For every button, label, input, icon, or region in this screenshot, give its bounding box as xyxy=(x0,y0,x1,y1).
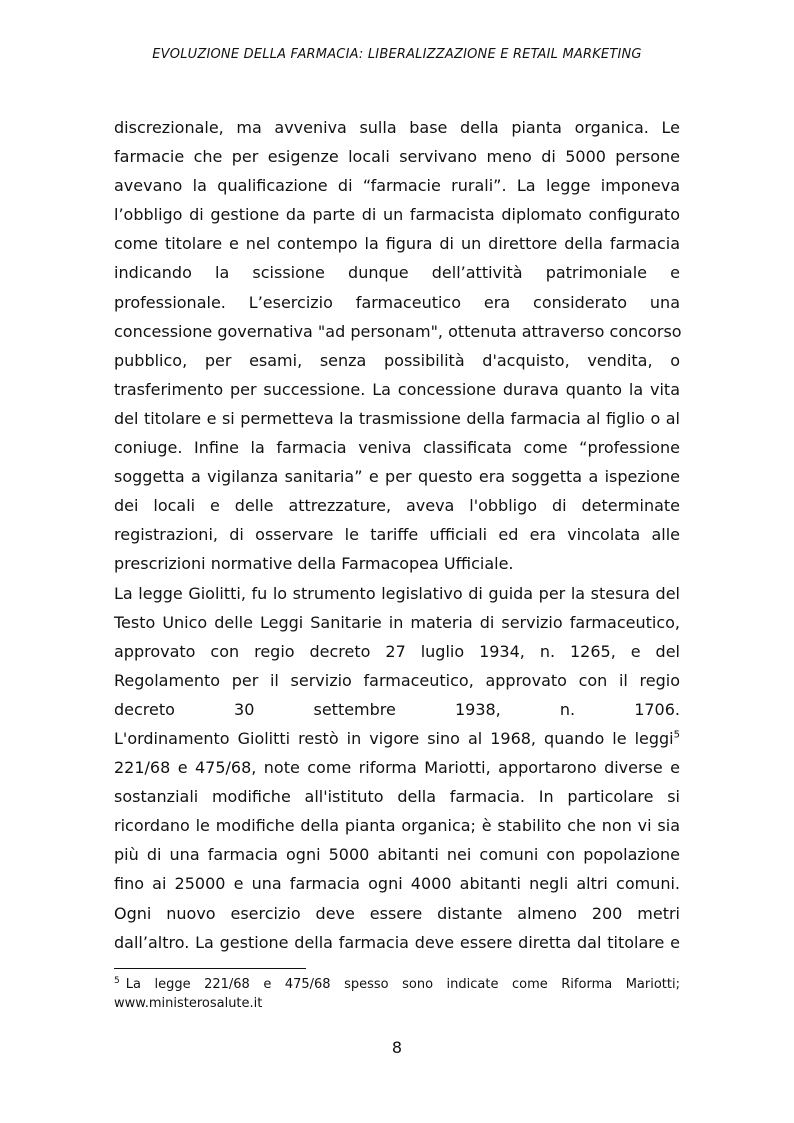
text-line-with-footnote xyxy=(114,724,680,753)
text-line: discrezionale, ma avveniva sulla base della pianta organica. Le xyxy=(114,118,680,137)
text-line: registrazioni, di osservare le tariffe ufficiali ed era vincolata alle xyxy=(114,525,680,545)
text-line: ricordano le modifiche della pianta organica; è stabilito che non vi sia xyxy=(114,816,680,836)
text-line-content: L'ordinamento Giolitti restò in vigore sino al 1968, quando le leggi xyxy=(114,728,674,748)
footnote-line xyxy=(114,975,680,994)
text-line: trasferimento per successione. La concessione durava quanto la vita xyxy=(114,379,680,399)
text-line: coniuge. Infine la farmacia veniva classificata come “professione xyxy=(114,438,680,458)
footnote xyxy=(114,975,680,1013)
text-line: più di una farmacia ogni 5000 abitanti nei comuni con popolazione xyxy=(114,845,680,865)
text-line: Regolamento per il servizio farmaceutico, approvato con il regio xyxy=(114,670,680,690)
text-line: pubblico, per esami, senza possibilità d'acquisto, vendita, o xyxy=(114,350,680,370)
footnote-text: La legge 221/68 e 475/68 spesso sono indicate come Riforma Mariotti; xyxy=(125,977,680,992)
running-header: EVOLUZIONE DELLA FARMACIA: LIBERALIZZAZIONE E RETAIL MARKETING xyxy=(152,47,642,62)
text-line: del titolare e si permetteva la trasmissione della farmacia al figlio o al xyxy=(114,408,680,428)
text-line: 221/68 e 475/68, note come riforma Mariotti, apportarono diverse e xyxy=(114,758,680,778)
footnote-link: www.ministerosalute.it xyxy=(114,996,263,1011)
text-line: Ogni nuovo esercizio deve essere distante almeno 200 metri xyxy=(114,903,680,923)
footnote-reference: 5 xyxy=(673,729,680,741)
text-line: dei locali e delle attrezzature, aveva l'obbligo di determinate xyxy=(114,496,680,516)
text-line: l’obbligo di gestione da parte di un farmacista diplomato configurato xyxy=(114,205,680,225)
text-line: Testo Unico delle Leggi Sanitarie in materia di servizio farmaceutico, xyxy=(114,612,680,632)
text-line: professionale. L’esercizio farmaceutico era considerato una xyxy=(114,292,680,312)
body-text xyxy=(114,113,680,957)
text-line: indicando la scissione dunque dell’attività patrimoniale e xyxy=(114,263,680,283)
text-line: concessione governativa "ad personam", ottenuta attraverso concorso xyxy=(114,321,682,341)
text-line: decreto 30 settembre 1938, n. 1706. xyxy=(114,699,680,719)
text-line: sostanziali modifiche all'istituto della farmacia. In particolare si xyxy=(114,787,680,807)
text-line: fino ai 25000 e una farmacia ogni 4000 abitanti negli altri comuni. xyxy=(114,874,680,894)
text-line: avevano la qualificazione di “farmacie rurali”. La legge imponeva xyxy=(114,176,680,196)
text-line: La legge Giolitti, fu lo strumento legislativo di guida per la stesura del xyxy=(114,583,680,603)
text-line: farmacie che per esigenze locali servivano meno di 5000 persone xyxy=(114,147,680,167)
footnote-marker: 5 xyxy=(114,975,120,986)
text-line: come titolare e nel contempo la figura di un direttore della farmacia xyxy=(114,234,680,254)
text-line: approvato con regio decreto 27 luglio 1934, n. 1265, e del xyxy=(114,641,680,661)
text-line: soggetta a vigilanza sanitaria” e per questo era soggetta a ispezione xyxy=(114,467,680,487)
text-line: prescrizioni normative della Farmacopea Ufficiale. xyxy=(114,554,514,574)
page-number: 8 xyxy=(391,1038,403,1057)
footnote-divider xyxy=(114,968,306,969)
text-line: dall’altro. La gestione della farmacia deve essere diretta dal titolare e xyxy=(114,932,680,952)
